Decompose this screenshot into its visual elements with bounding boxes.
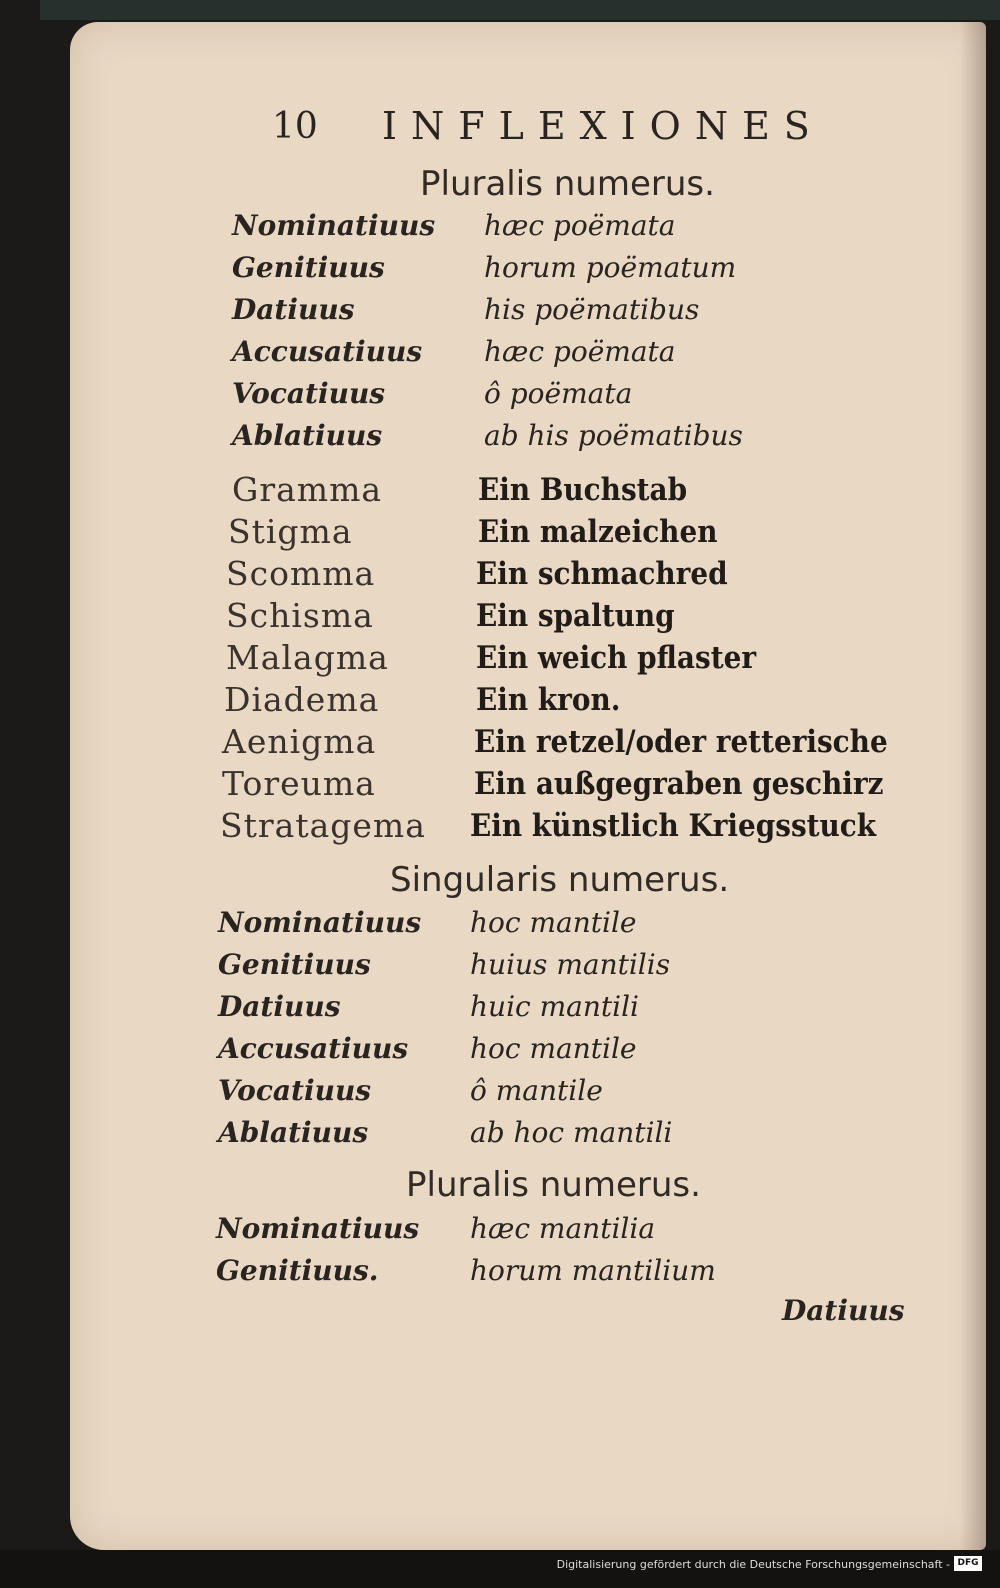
dfg-logo: DFG — [954, 1556, 982, 1571]
case-label: Vocatiuus — [232, 377, 386, 410]
declension-form: hæc mantilia — [470, 1212, 656, 1245]
latin-term: Diadema — [224, 680, 380, 719]
german-translation: Ein malzeichen — [478, 514, 718, 550]
german-translation: Ein künstlich Kriegsstuck — [470, 808, 877, 844]
case-label: Datiuus — [218, 990, 341, 1023]
page-number: 10 — [272, 106, 318, 147]
declension-form: his poëmatibus — [484, 293, 700, 326]
declension-form: ô mantile — [470, 1074, 603, 1107]
declension-form: horum poëmatum — [484, 251, 737, 284]
section-heading: Pluralis numerus. — [406, 1165, 701, 1205]
section-heading: Pluralis numerus. — [420, 164, 715, 204]
german-translation: Ein retzel/oder retterische — [474, 724, 888, 760]
latin-term: Toreuma — [222, 764, 376, 803]
case-label: Genitiuus. — [216, 1254, 379, 1287]
section-heading: Singularis numerus. — [390, 860, 730, 900]
case-label: Nominatiuus — [232, 209, 436, 242]
declension-form: ab his poëmatibus — [484, 419, 743, 452]
case-label: Nominatiuus — [218, 906, 422, 939]
german-translation: Ein kron. — [476, 682, 621, 718]
digitization-credit: Digitalisierung gefördert durch die Deutsche Forschungsgemeinschaft - — [556, 1558, 950, 1571]
german-translation: Ein außgegraben geschirz — [474, 766, 884, 802]
german-translation: Ein schmachred — [476, 556, 728, 592]
declension-form: huic mantili — [470, 990, 639, 1023]
case-label: Nominatiuus — [216, 1212, 420, 1245]
declension-form: hoc mantile — [470, 906, 637, 939]
declension-form: hæc poëmata — [484, 335, 676, 368]
case-label: Ablatiuus — [232, 419, 383, 452]
latin-term: Scomma — [226, 554, 376, 593]
catchword: Datiuus — [782, 1294, 905, 1327]
latin-term: Aenigma — [222, 722, 377, 761]
case-label: Genitiuus — [232, 251, 385, 284]
declension-form: hoc mantile — [470, 1032, 637, 1065]
declension-form: ô poëmata — [484, 377, 633, 410]
german-translation: Ein weich pflaster — [476, 640, 757, 676]
case-label: Genitiuus — [218, 948, 371, 981]
latin-term: Stigma — [228, 512, 353, 551]
latin-term: Gramma — [232, 470, 383, 509]
page-shadow — [960, 22, 986, 1550]
book-page — [70, 22, 986, 1550]
latin-term: Stratagema — [220, 806, 426, 845]
case-label: Accusatiuus — [232, 335, 423, 368]
case-label: Vocatiuus — [218, 1074, 372, 1107]
book-spine-edge — [40, 0, 1000, 20]
declension-form: ab hoc mantili — [470, 1116, 673, 1149]
case-label: Datiuus — [232, 293, 355, 326]
latin-term: Malagma — [226, 638, 389, 677]
declension-form: hæc poëmata — [484, 209, 676, 242]
page-header — [70, 100, 986, 160]
declension-form: horum mantilium — [470, 1254, 716, 1287]
running-title: INFLEXIONES — [382, 104, 824, 148]
case-label: Accusatiuus — [218, 1032, 409, 1065]
german-translation: Ein Buchstab — [478, 472, 688, 508]
case-label: Ablatiuus — [218, 1116, 369, 1149]
latin-term: Schisma — [226, 596, 374, 635]
german-translation: Ein spaltung — [476, 598, 675, 634]
declension-form: huius mantilis — [470, 948, 671, 981]
